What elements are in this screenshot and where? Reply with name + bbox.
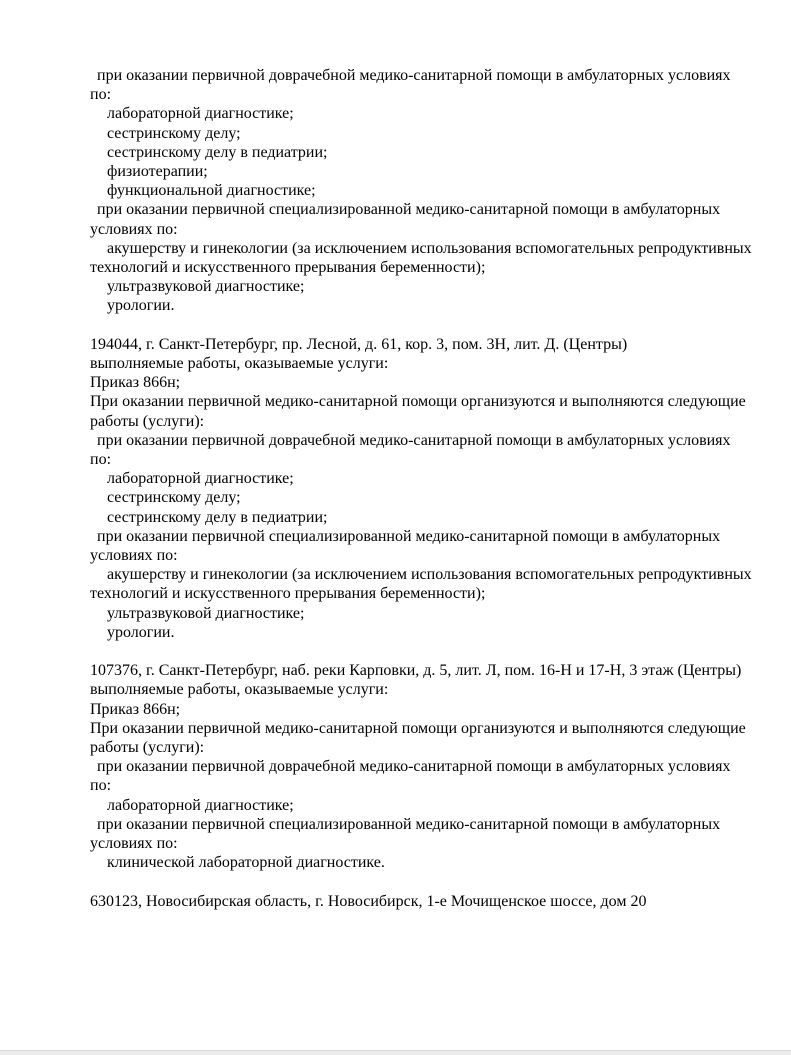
doc-line: при оказании первичной специализированной медико-санитарной помощи в амбулаторных [97,201,721,219]
doc-line: функциональной диагностике; [107,182,316,200]
doc-line: Приказ 866н; [90,374,181,392]
doc-line: работы (услуги): [90,412,205,430]
doc-line: по: [90,86,112,104]
doc-line: ультразвуковой диагностике; [107,278,305,296]
doc-line: выполняемые работы, оказываемые услуги: [90,355,389,373]
doc-line: При оказании первичной медико-санитарной помощи организуются и выполняются следующие [90,393,746,411]
doc-line: физиотерапии; [107,163,208,181]
doc-line: при оказании первичной специализированной медико-санитарной помощи в амбулаторных [97,815,721,833]
doc-line: При оказании первичной медико-санитарной помощи организуются и выполняются следующие [90,719,746,737]
doc-line: при оказании первичной доврачебной медико-санитарной помощи в амбулаторных условиях [97,67,731,84]
doc-line: работы (услуги): [90,739,205,757]
doc-line: технологий и искусственного прерывания беременности); [90,585,486,603]
doc-line: при оказании первичной доврачебной медико-санитарной помощи в амбулаторных условиях [97,431,731,449]
doc-line: лабораторной диагностике; [107,470,294,488]
doc-block-address-novosibirsk [90,892,755,911]
bottom-bar [0,1050,791,1055]
doc-line: акушерству и гинекологии (за исключением использования вспомогательных репродуктивных [107,566,752,584]
document [90,66,755,911]
doc-line: по: [90,451,112,469]
doc-line: лабораторной диагностике; [107,105,294,123]
doc-line: 194044, г. Санкт-Петербург, пр. Лесной, д. 61, кор. 3, пом. 3Н, лит. Д. (Центры) [90,335,628,353]
doc-line: по: [90,777,112,795]
doc-line: сестринскому делу в педиатрии; [107,143,328,161]
doc-line: при оказании первичной специализированной медико-санитарной помощи в амбулаторных [97,527,721,545]
doc-block-address-karpovki [90,661,755,872]
doc-block-services-continuation [90,66,755,316]
doc-line: технологий и искусственного прерывания беременности); [90,259,486,277]
doc-line: 107376, г. Санкт-Петербург, наб. реки Карповки, д. 5, лит. Л, пом. 16-Н и 17-Н, 3 этаж (Центры) [90,662,742,680]
doc-line: условиях по: [90,547,178,565]
doc-line: акушерству и гинекологии (за исключением использования вспомогательных репродуктивных [107,239,752,257]
doc-line: ультразвуковой диагностике; [107,604,305,622]
doc-line: выполняемые работы, оказываемые услуги: [90,681,389,699]
doc-line: сестринскому делу; [107,124,241,142]
doc-line: клинической лабораторной диагностике. [107,854,385,872]
doc-line: при оказании первичной доврачебной медико-санитарной помощи в амбулаторных условиях [97,758,731,776]
doc-line: лабораторной диагностике; [107,796,294,814]
doc-line: сестринскому делу; [107,489,241,507]
doc-line: Приказ 866н; [90,700,181,718]
doc-block-address-lesnoy [90,335,755,642]
doc-line: сестринскому делу в педиатрии; [107,508,328,526]
doc-line: условиях по: [90,220,178,238]
doc-line: урологии. [107,297,175,315]
doc-line: 630123, Новосибирская область, г. Новосибирск, 1-е Мочищенское шоссе, дом 20 [90,892,647,910]
doc-line: урологии. [107,623,175,641]
doc-line: условиях по: [90,835,178,853]
